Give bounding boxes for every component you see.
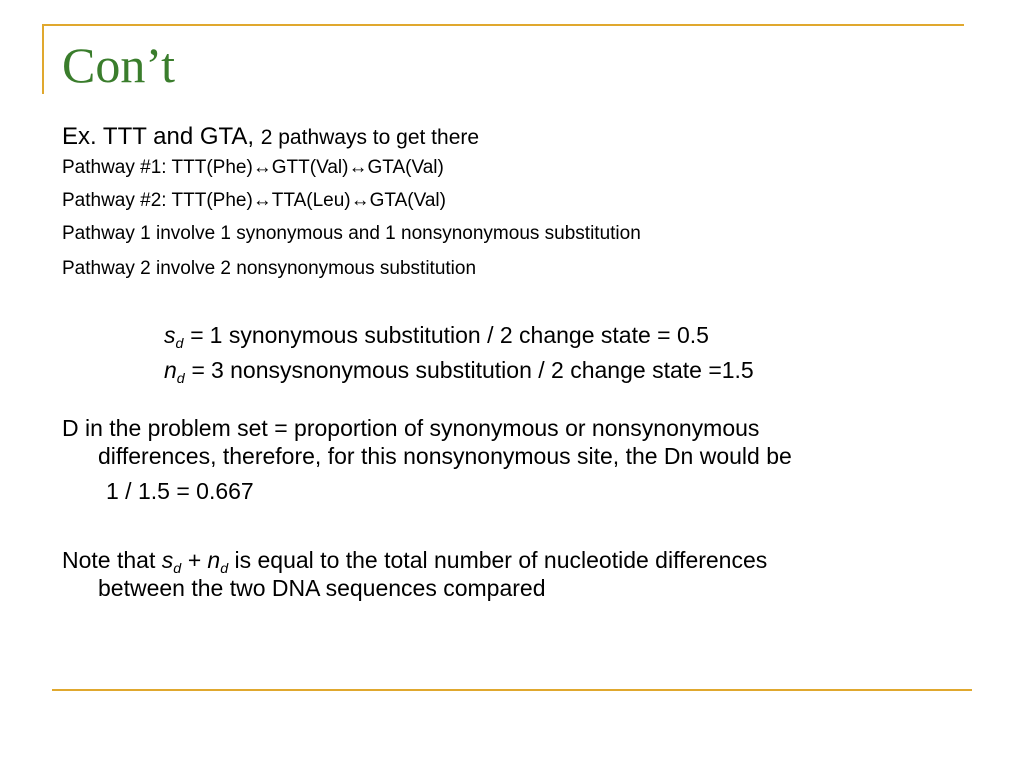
d-value: 1 / 1.5 = 0.667 xyxy=(106,478,254,504)
slide-title: Con’t xyxy=(62,37,175,93)
sd-equals: = xyxy=(183,322,210,348)
note-rest: is equal to the total number of nucleotide differences xyxy=(228,547,768,573)
left-border-line xyxy=(42,24,44,94)
note-prefix: Note that xyxy=(62,547,162,573)
note-n-variable: n xyxy=(207,547,221,573)
note-plus: + xyxy=(181,547,208,573)
note-s-subscript: d xyxy=(173,560,182,577)
note-s-variable: s xyxy=(161,547,174,573)
nd-variable: n xyxy=(164,357,177,383)
sd-text: 1 synonymous substitution / 2 change state = 0.5 xyxy=(209,322,709,348)
sd-subscript: d xyxy=(175,335,184,352)
example-sub-text: 2 pathways to get there xyxy=(260,126,480,149)
d-definition-line-1: D in the problem set = proportion of synonymous or nonsynonymous xyxy=(62,415,760,441)
note-n-subscript: d xyxy=(220,560,229,577)
pathway-1-line: Pathway #1: TTT(Phe)↔GTT(Val)↔GTA(Val) xyxy=(62,157,444,178)
pathway-2-note: Pathway 2 involve 2 nonsynonymous substitution xyxy=(62,258,477,279)
sd-equation xyxy=(164,322,709,352)
top-border-line xyxy=(42,24,964,26)
example-line xyxy=(62,123,479,151)
example-main-text: Ex. TTT and GTA, xyxy=(62,123,261,150)
nd-equals: = xyxy=(184,357,211,383)
nd-equation xyxy=(164,357,754,387)
note-line-2: between the two DNA sequences compared xyxy=(98,575,546,601)
pathway-2-line: Pathway #2: TTT(Phe)↔TTA(Leu)↔GTA(Val) xyxy=(62,190,446,211)
sd-variable: s xyxy=(164,322,176,348)
pathway-1-note: Pathway 1 involve 1 synonymous and 1 nonsynonymous substitution xyxy=(62,223,641,244)
note-line-1 xyxy=(62,547,768,577)
d-definition-line-2: differences, therefore, for this nonsynonymous site, the Dn would be xyxy=(98,443,792,469)
bottom-border-line xyxy=(52,689,972,691)
nd-subscript: d xyxy=(176,370,185,387)
nd-text: 3 nonsysnonymous substitution / 2 change state =1.5 xyxy=(210,357,754,383)
